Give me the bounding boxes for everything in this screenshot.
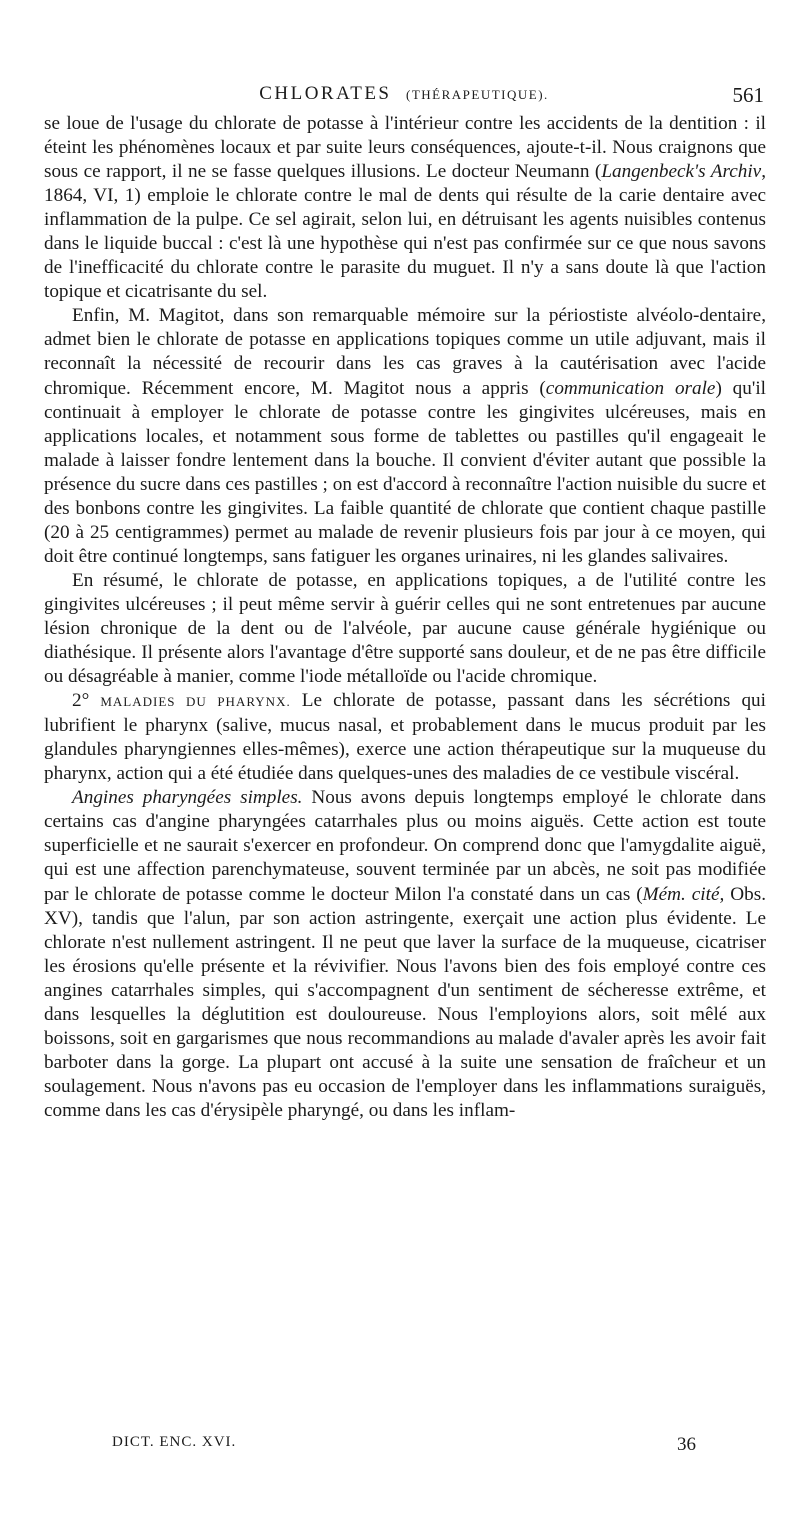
paragraph-2	[44, 304, 766, 569]
text-run: En résumé, le chlorate de potasse, en applications topiques, a de l'utilité contre les gingivites ulcéreuses ; il peut même servir à guérir celles qui ne sont entretenues par aucune lésion chronique de la dent ou de l'alvéole, par aucune cause générale hygiénique ou diathésique. Il présente alors l'avantage d'être supporté sans douleur, et de ne pas être difficile ou désagréable à manier, comme l'iode métalloïde ou l'acide chromique.	[44, 569, 766, 688]
citation-title: Langenbeck's Archiv	[601, 161, 762, 183]
running-title-sub: (THÉRAPEUTIQUE).	[406, 87, 549, 102]
body-text	[44, 112, 766, 1123]
text-run: ) qu'il continuait à employer le chlorate de potasse contre les gingivites ulcéreuses, mais en applications locales, et notamment sous forme de tablettes ou pastilles qu'il engageait le malade à laisser fondre lentement dans la bouche. Il convient d'éviter autant que possible la présence du sucre dans ces pastilles ; on est d'accord à reconnaître l'action nuisible du sucre et des bonbons contre les gingivites. La faible quantité de chlorate que contient chaque pastille (20 à 25 centigrammes) permet au malade de revenir plusieurs fois par jour à ce moyen, qui doit être continué longtemps, sans fatiguer les organes urinaires, ni les glandes salivaires.	[44, 377, 766, 567]
paragraph-4	[44, 689, 766, 786]
text-run: Le chlorate de potasse, passant dans les sécrétions qui lubrifient le pharynx (salive, mucus nasal, et probablement dans le mucus produit par les glandules pharyngiennes elles-mêmes), exerce une action thérapeutique sur la muqueuse du pharynx, action qui a été étudiée dans quelques-unes des maladies de ce vestibule viscéral.	[44, 690, 766, 785]
text-run: Obs. XV), tandis que l'alun, par son action astringente, exerçait une action plus évidente. Le chlorate n'est nullement astringent. Il ne peut que laver la surface de la muqueuse, cicatriser les érosions qu'elle présente et la révivifier. Nous l'avons bien des fois employé contre ces angines catarrhales simples, qui s'accompagnent d'un sentiment de sécheresse extrême, et dans lesquelles la déglutition est douloureuse. Nous l'employions alors, soit mêlé aux boissons, soit en gargarismes que nous recommandions au malade d'avaler après les avoir fait barboter dans la gorge. La plupart ont accusé à la suite une sensation de fraîcheur et un soulagement. Nous n'avons pas eu occasion de l'employer dans les inflammations suraiguës, comme dans les cas d'érysipèle pharyngé, ou dans les inflam-	[44, 883, 766, 1121]
page-footer	[44, 1430, 766, 1460]
running-title	[40, 83, 768, 105]
running-title-main: CHLORATES	[259, 83, 392, 104]
text-run: , 1864, VI, 1) emploie le chlorate contre le mal de dents qui résulte de la carie dentaire avec inflammation de la pulpe. Ce sel agirait, selon lui, en détruisant les agents nuisibles contenus dans le liquide buccal : c'est là une hypothèse qui n'est pas confirmée sur ce que nous savons de l'inefficacité du chlorate contre le parasite du muguet. Il n'y a sans doute là que l'action topique et cicatrisante du sel.	[44, 161, 766, 303]
subsection-heading: Angines pharyngées simples.	[72, 787, 303, 809]
section-number: 2°	[72, 690, 101, 712]
citation-title: communication orale	[545, 377, 716, 399]
text-run: se loue de l'usage du chlorate de potasse à l'intérieur contre les accidents de la dentition : il éteint les phénomènes locaux et par suite leurs conséquences, ajoute-t-il. Nous craignons que sous ce rapport, il ne se fasse quelques illusions. Le docteur Neumann (	[44, 113, 766, 183]
text-run: Enfin, M. Magitot, dans son remarquable mémoire sur la périostiste alvéolo-dentaire, admet bien le chlorate de potasse en applications topiques comme un utile adjuvant, mais il reconnaît la nécessité de recourir dans les cas graves à la cautérisation avec l'acide chromique. Récemment encore, M. Magitot nous a appris (	[44, 305, 766, 399]
paragraph-3	[44, 569, 766, 689]
running-header	[40, 83, 768, 109]
signature-mark: DICT. ENC. XVI.	[112, 1434, 237, 1450]
text-run: Nous avons depuis longtemps employé le chlorate dans certains cas d'angine pharyngées catarrhales plus ou moins aiguës. Cette action est toute superficielle et ne saurait s'exercer en profondeur. On comprend donc que l'amygdalite aiguë, qui est une affection parenchymateuse, souvent terminée par un abcès, ne soit pas modifiée par le chlorate de potasse comme le docteur Milon l'a constaté dans un cas (	[44, 787, 766, 905]
sheet-number: 36	[677, 1434, 696, 1455]
paragraph-1	[44, 112, 766, 304]
page-number: 561	[732, 83, 764, 107]
section-heading: MALADIES DU PHARYNX.	[100, 694, 291, 710]
paragraph-5	[44, 786, 766, 1123]
citation-title: Mém. cité,	[642, 883, 725, 905]
